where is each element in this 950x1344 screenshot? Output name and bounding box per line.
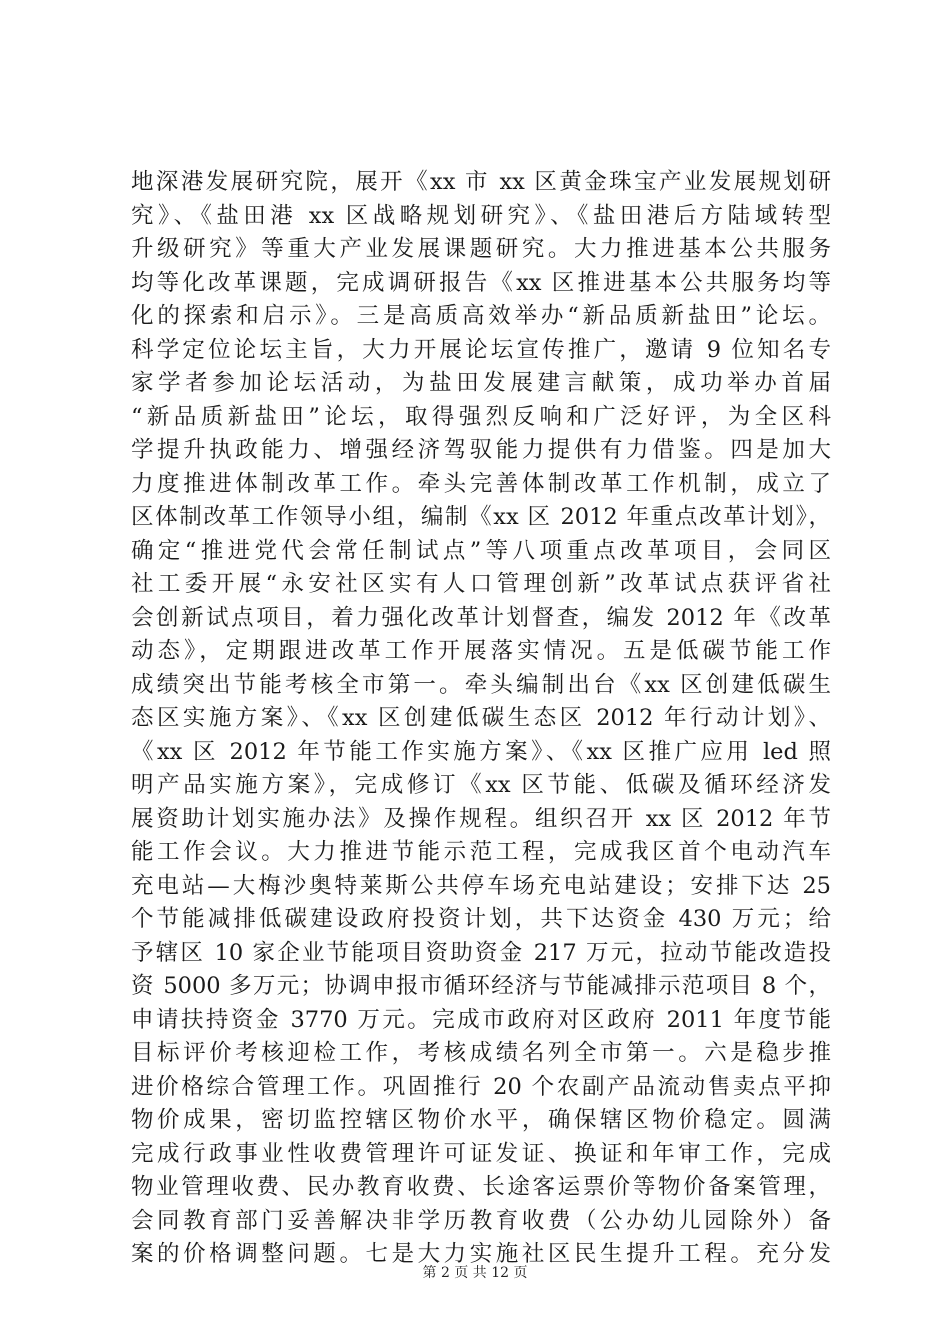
- text-line: 物业管理收费、民办教育收费、长途客运票价等物价备案管理，: [131, 1174, 831, 1200]
- text-line: 充电站—大梅沙奥特莱斯公共停车场充电站建设；安排下达 25: [131, 872, 831, 899]
- page-footer: 第 2 页 共 12 页: [422, 1265, 528, 1281]
- text-line: 案的价格调整问题。七是大力实施社区民生提升工程。充分发: [131, 1241, 831, 1267]
- text-line: 目标评价考核迎检工作，考核成绩名列全市第一。六是稳步推: [131, 1040, 831, 1066]
- text-line: 科学定位论坛主旨，大力开展论坛宣传推广，邀请 9 位知名专: [131, 336, 831, 363]
- text-line: 动态》，定期跟进改革工作开展落实情况。五是低碳节能工作: [131, 638, 831, 664]
- text-line: 申请扶持资金 3770 万元。完成市政府对区政府 2011 年度节能: [131, 1006, 831, 1033]
- text-line: 化的探索和启示》。三是高质高效举办“新品质新盐田”论坛。: [131, 303, 831, 329]
- text-line: 明产品实施方案》，完成修订《xx 区节能、低碳及循环经济发: [131, 772, 831, 798]
- text-line: 家学者参加论坛活动，为盐田发展建言献策，成功举办首届: [131, 370, 831, 396]
- text-line: 予辖区 10 家企业节能项目资助资金 217 万元，拉动节能改造投: [131, 939, 831, 966]
- text-line: 学提升执政能力、增强经济驾驭能力提供有力借鉴。四是加大: [131, 437, 831, 463]
- text-line: 区体制改革工作领导小组，编制《xx 区 2012 年重点改革计划》，: [131, 504, 831, 530]
- text-line: 究》、《盐田港 xx 区战略规划研究》、《盐田港后方陆域转型: [131, 202, 831, 229]
- text-line: 进价格综合管理工作。巩固推行 20 个农副产品流动售卖点平抑: [131, 1073, 831, 1100]
- text-line: 完成行政事业性收费管理许可证发证、换证和年审工作，完成: [131, 1140, 831, 1167]
- text-line: 地深港发展研究院，展开《xx 市 xx 区黄金珠宝产业发展规划研: [131, 169, 831, 195]
- text-line: 升级研究》等重大产业发展课题研究。大力推进基本公共服务: [131, 236, 831, 262]
- text-line: 力度推进体制改革工作。牵头完善体制改革工作机制，成立了: [131, 470, 831, 497]
- text-line: 态区实施方案》、《xx 区创建低碳生态区 2012 年行动计划》、: [131, 705, 831, 731]
- text-line: 资 5000 多万元；协调申报市循环经济与节能减排示范项目 8 个，: [131, 973, 831, 999]
- text-line: 均等化改革课题，完成调研报告《xx 区推进基本公共服务均等: [131, 269, 831, 296]
- body-text: [131, 166, 831, 1272]
- text-line: 物价成果，密切监控辖区物价水平，确保辖区物价稳定。圆满: [131, 1107, 831, 1133]
- text-line: 个节能减排低碳建设政府投资计划，共下达资金 430 万元；给: [131, 906, 831, 932]
- text-line: 展资助计划实施办法》及操作规程。组织召开 xx 区 2012 年节: [131, 805, 831, 832]
- text-line: 会同教育部门妥善解决非学历教育收费（公办幼儿园除外）备: [131, 1207, 831, 1234]
- text-line: 会创新试点项目，着力强化改革计划督查，编发 2012 年《改革: [131, 604, 831, 631]
- text-line: 能工作会议。大力推进节能示范工程，完成我区首个电动汽车: [131, 839, 831, 865]
- text-line: 《xx 区 2012 年节能工作实施方案》、《xx 区推广应用 led 照: [131, 738, 831, 765]
- text-line: 确定“推进党代会常任制试点”等八项重点改革项目，会同区: [131, 537, 831, 564]
- text-line: “新品质新盐田”论坛，取得强烈反响和广泛好评，为全区科: [131, 403, 831, 430]
- text-line: 成绩突出节能考核全市第一。牵头编制出台《xx 区创建低碳生: [131, 671, 831, 698]
- text-line: 社工委开展“永安社区实有人口管理创新”改革试点获评省社: [131, 571, 831, 597]
